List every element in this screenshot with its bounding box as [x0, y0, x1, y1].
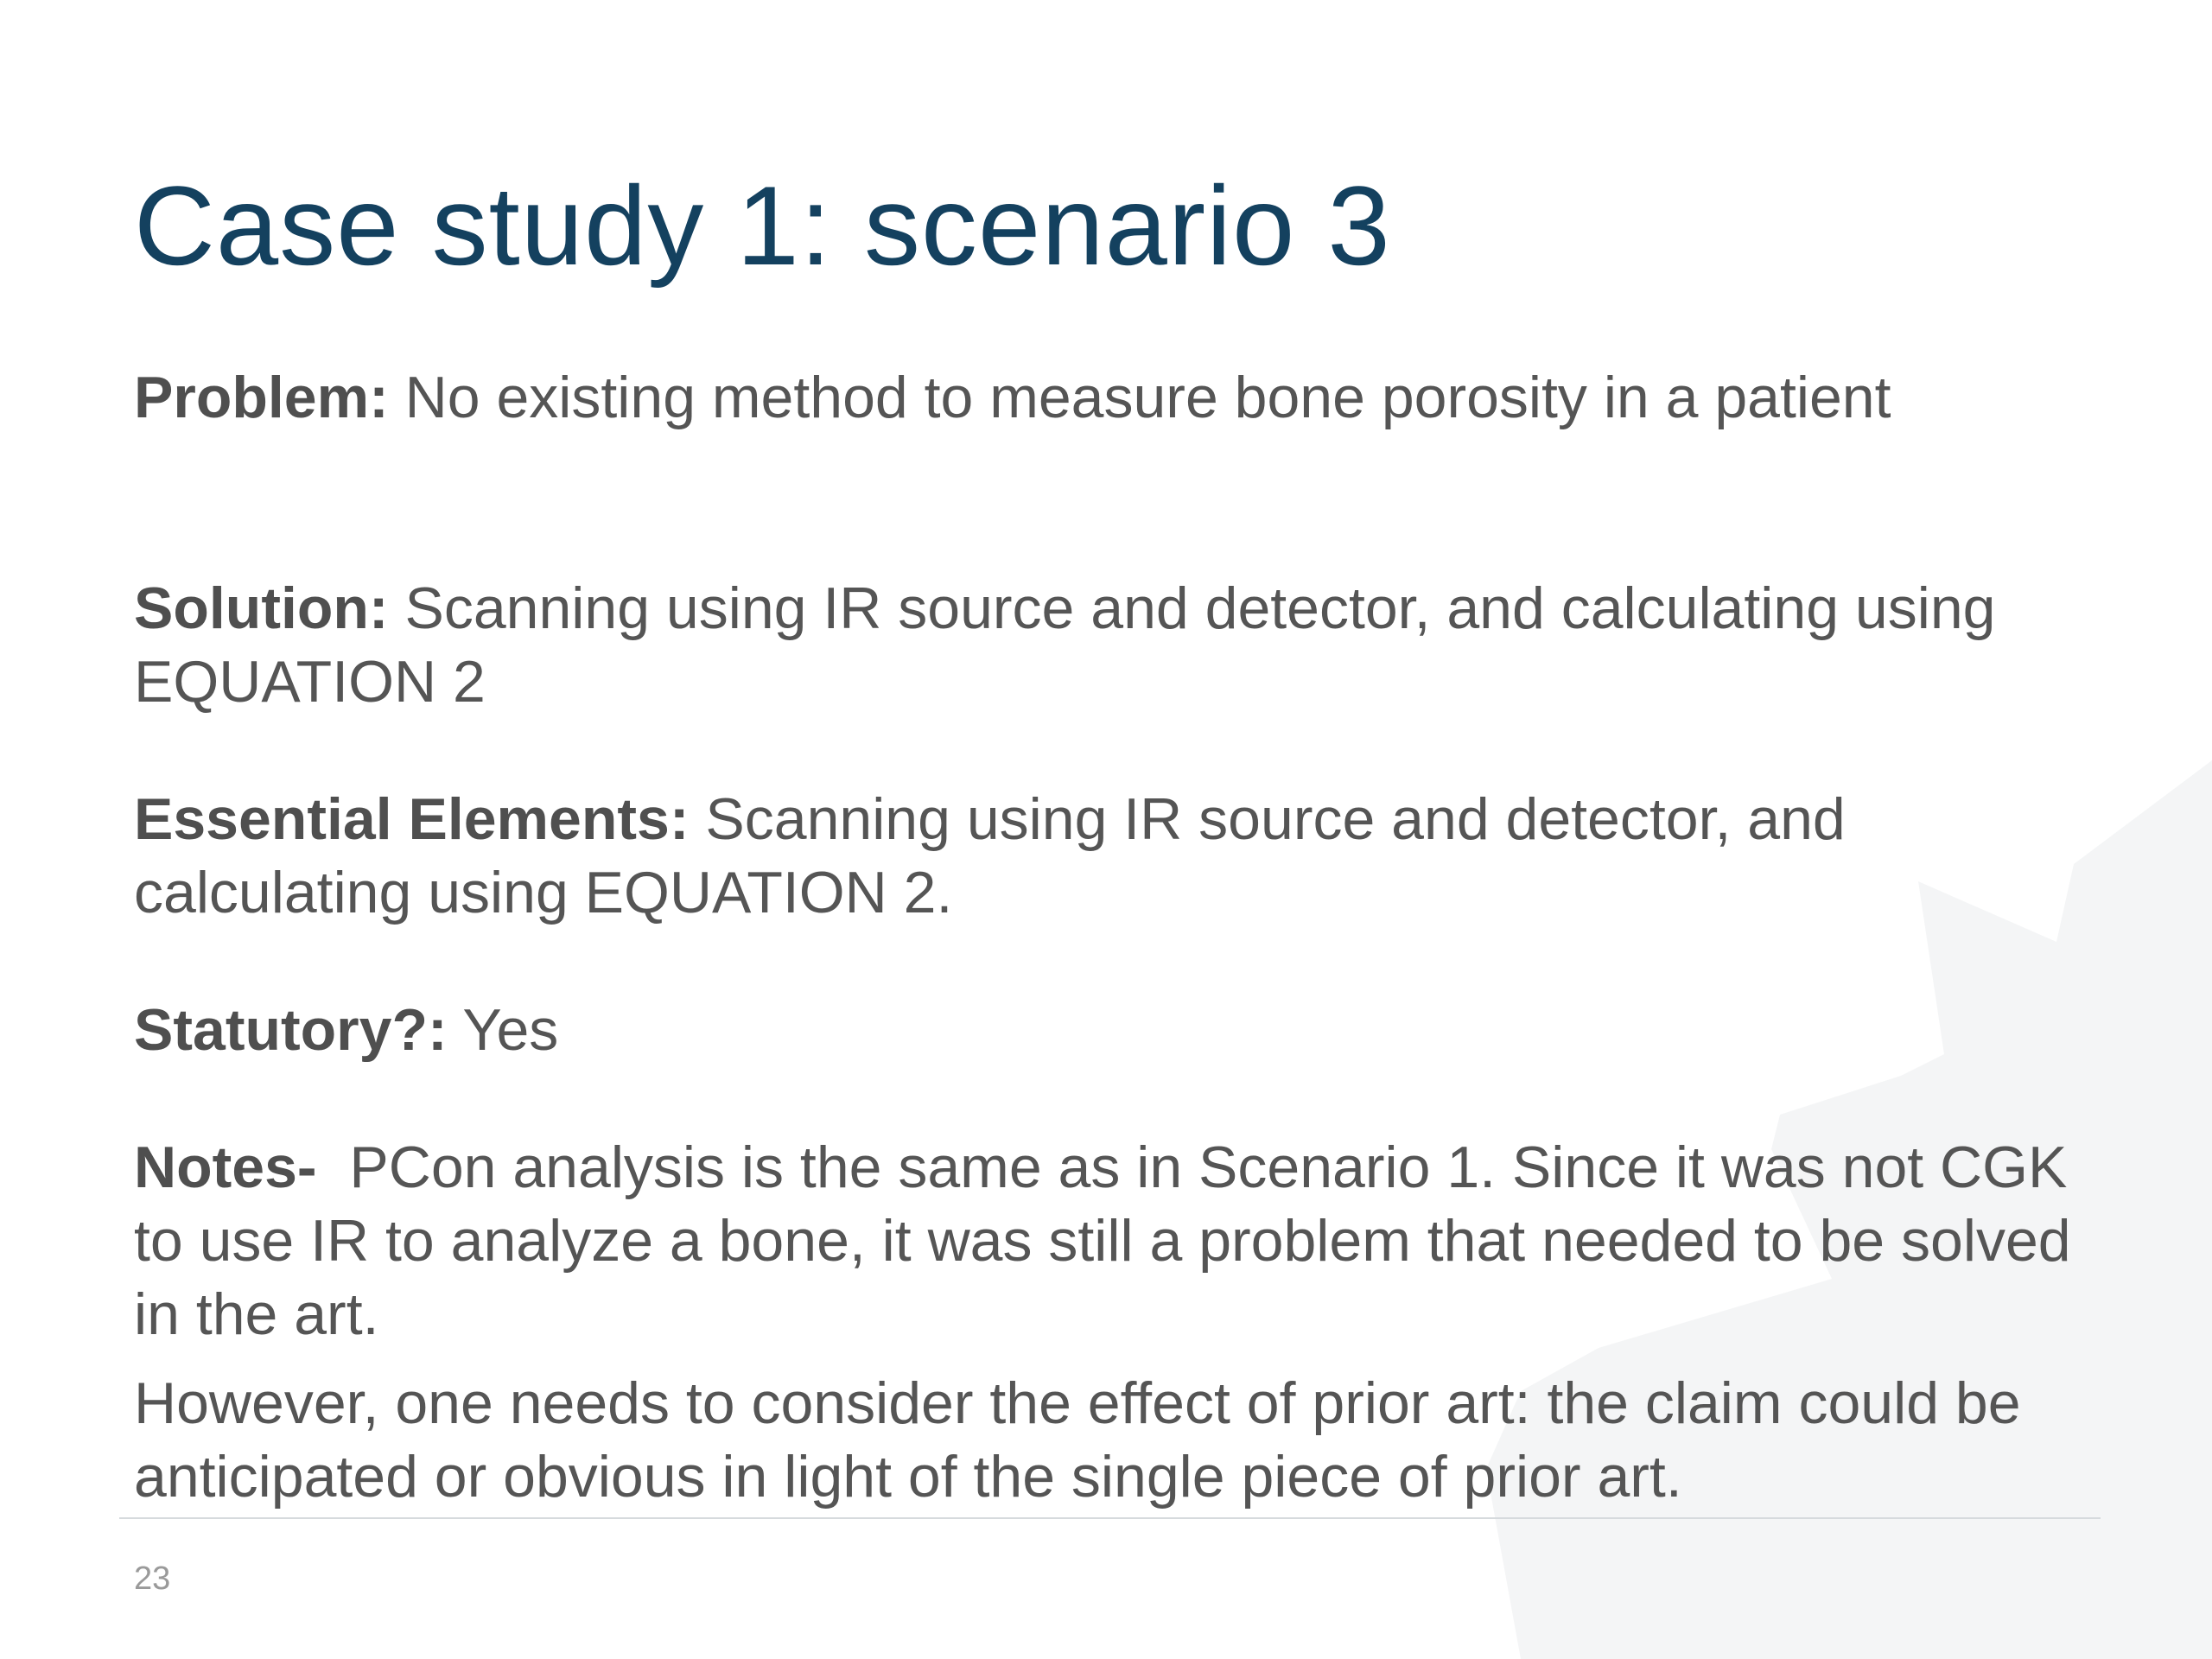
page-title: Case study 1: scenario 3	[134, 162, 1391, 289]
prior-art-paragraph: However, one needs to consider the effect of prior art: the claim could be anticipated or obvious in light of the single piece of prior art.	[134, 1370, 2021, 1510]
essential-elements-label: Essential Elements:	[134, 786, 690, 852]
statutory-paragraph	[134, 994, 2087, 1067]
footer-divider	[119, 1517, 2101, 1519]
slide-number: 23	[134, 1560, 171, 1597]
notes-paragraph	[134, 1131, 2087, 1351]
notes-text: PCon analysis is the same as in Scenario 1. Since it was not CGK to use IR to analyze a bone, it was still a problem that needed to be solved in the art.	[134, 1135, 2071, 1347]
essential-elements-text: Scanning using IR source and detector, and calculating using EQUATION 2.	[134, 786, 1846, 925]
problem-label: Problem:	[134, 365, 389, 430]
essential-elements-paragraph	[134, 783, 2087, 930]
solution-label: Solution:	[134, 575, 389, 641]
problem-text: No existing method to measure bone porosity in a patient	[404, 365, 1891, 430]
solution-text: Scanning using IR source and detector, and calculating using EQUATION 2	[134, 575, 1996, 715]
statutory-text: Yes	[462, 997, 559, 1063]
notes-label: Notes-	[134, 1135, 317, 1200]
problem-paragraph	[134, 361, 2087, 435]
statutory-label: Statutory?:	[134, 997, 448, 1063]
solution-paragraph	[134, 572, 2087, 719]
